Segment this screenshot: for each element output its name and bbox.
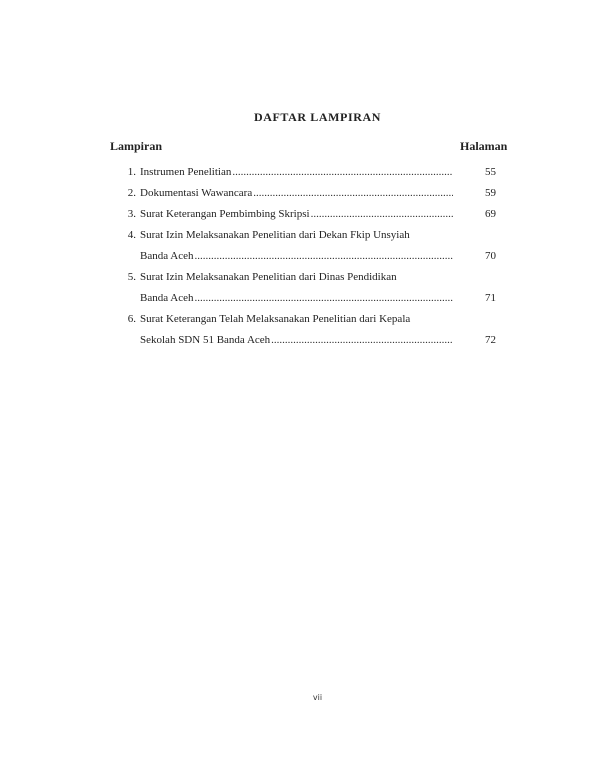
entry-title-line: Surat Keterangan Telah Melaksanakan Penelitian dari Kepala [140,313,411,325]
dot-leader [232,165,453,179]
dot-leader [194,291,453,305]
entry-page-number: 71 [485,292,496,304]
toc-entry-3 [120,207,496,221]
entry-title-continuation: Banda Aceh [140,250,194,262]
entry-title-continuation: Sekolah SDN 51 Banda Aceh [140,334,271,346]
entry-title-continuation: Banda Aceh [140,292,194,304]
entry-page-number: 59 [485,187,496,199]
footer-page-number: vii [312,693,323,702]
entry-number: 4. [127,229,136,241]
entry-number: 3. [127,208,136,220]
entry-number: 5. [127,271,136,283]
toc-entry-4 [120,228,496,263]
entry-number: 1. [127,166,136,178]
toc-entry-5 [120,270,496,305]
dot-leader [253,186,453,200]
entry-number: 6. [127,313,136,325]
toc-entry-2 [120,186,496,200]
entry-title: Instrumen Penelitian [140,166,232,178]
entry-number: 2. [127,187,136,199]
entry-page-number: 72 [485,334,496,346]
toc-entry-6 [120,312,496,347]
entry-title-line: Surat Izin Melaksanakan Penelitian dari Dekan Fkip Unsyiah [140,229,410,241]
column-header-halaman: Halaman [460,139,508,153]
column-header-lampiran: Lampiran [110,139,163,153]
entry-title: Surat Keterangan Pembimbing Skripsi [140,208,310,220]
document-title: DAFTAR LAMPIRAN [253,110,382,124]
dot-leader [311,207,453,221]
entry-title-line: Surat Izin Melaksanakan Penelitian dari Dinas Pendidikan [140,271,397,283]
dot-leader [271,333,453,347]
entry-page-number: 55 [485,166,496,178]
entry-title: Dokumentasi Wawancara [140,187,253,199]
dot-leader [194,249,453,263]
entry-page-number: 69 [485,208,496,220]
entry-page-number: 70 [485,250,496,262]
toc-entry-1 [120,165,496,179]
